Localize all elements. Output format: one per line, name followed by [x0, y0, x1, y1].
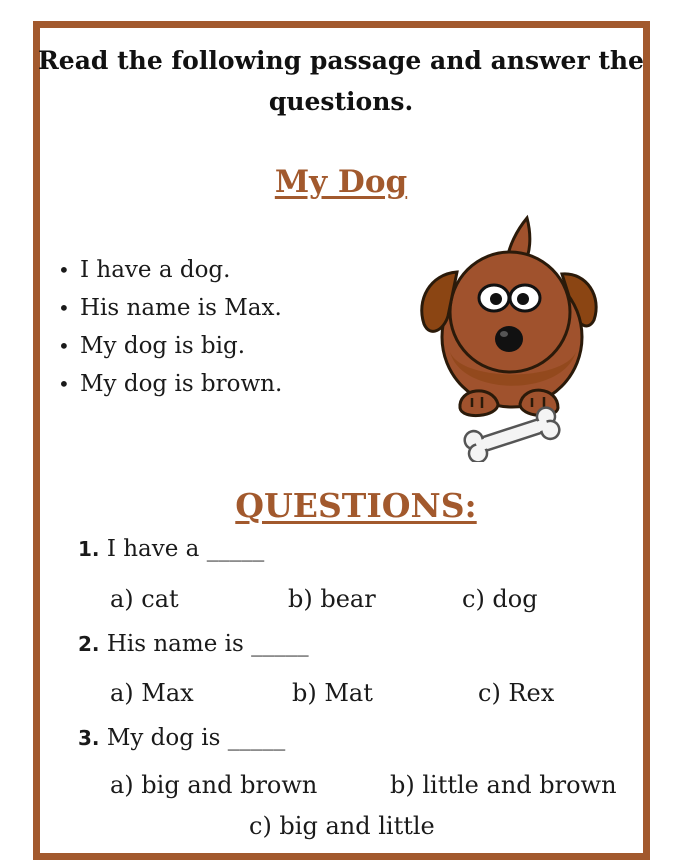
questions-heading: QUESTIONS:: [235, 486, 477, 525]
option-2b[interactable]: b) Mat: [292, 679, 373, 707]
passage-list: [58, 251, 282, 403]
question-number: 1.: [78, 537, 100, 561]
question-text: I have a _____: [106, 536, 265, 562]
list-item: • My dog is brown.: [58, 365, 282, 403]
bullet-icon: •: [58, 334, 70, 358]
option-3b[interactable]: b) little and brown: [390, 771, 617, 799]
question-number: 2.: [78, 632, 100, 656]
question-text: His name is _____: [106, 631, 309, 657]
question-number: 3.: [78, 726, 100, 750]
dog-icon: [412, 212, 612, 462]
option-3c[interactable]: c) big and little: [249, 812, 435, 840]
question-text: My dog is _____: [106, 725, 286, 751]
option-2a[interactable]: a) Max: [110, 679, 194, 707]
option-1c[interactable]: c) dog: [462, 585, 538, 613]
option-1a[interactable]: a) cat: [110, 585, 179, 613]
question-3: [78, 725, 285, 751]
bullet-icon: •: [58, 258, 70, 282]
bullet-icon: •: [58, 372, 70, 396]
list-item: • His name is Max.: [58, 289, 282, 327]
option-1b[interactable]: b) bear: [288, 585, 376, 613]
question-2: [78, 631, 309, 657]
instructions: Read the following passage and answer the questions.: [38, 46, 644, 116]
question-1: [78, 536, 264, 562]
list-item: • I have a dog.: [58, 251, 282, 289]
list-item: • My dog is big.: [58, 327, 282, 365]
bullet-icon: •: [58, 296, 70, 320]
passage-title: My Dog: [274, 164, 408, 200]
option-3a[interactable]: a) big and brown: [110, 771, 318, 799]
option-2c[interactable]: c) Rex: [478, 679, 555, 707]
